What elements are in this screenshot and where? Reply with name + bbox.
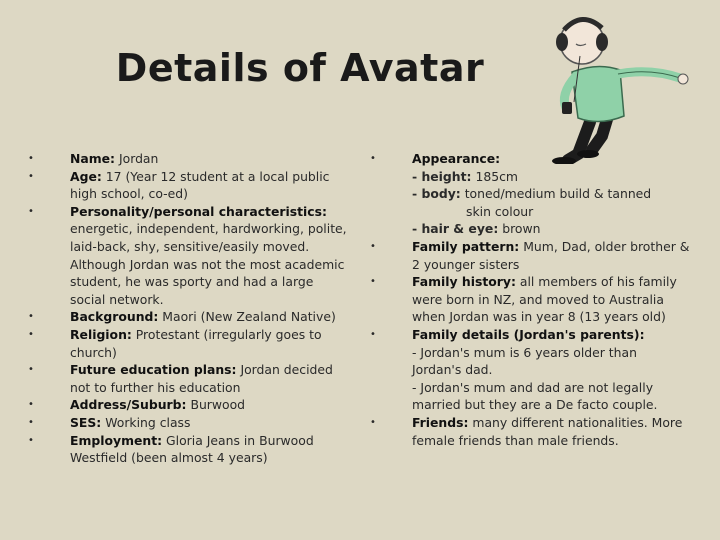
family-details-2: - Jordan's mum and dad are not legally married but they are a De facto couple. [412,379,658,413]
list-item-family-history: • Family history: all members of his family were born in NZ, and moved to Australia when Jordan was in year 8 (13 years old) [370,274,677,325]
list-item-ses: • SES: Working class [28,414,191,430]
appearance-body: - body: toned/medium build & tanned [412,186,652,202]
appearance-height: - height: 185cm [412,168,518,184]
list-item-employment: • Employment: Gloria Jeans in Burwood Westfield (been almost 4 years) [28,432,314,466]
right-column [370,150,690,449]
appearance-hair: - hair & eye: brown [412,221,541,237]
list-item-personality: • Personality/personal characteristics: energetic, independent, hardworking, polite, laid-back, shy, sensitive/easily moved. Although Jordan was not the most academic student, he was sporty and had a large social network. [28,203,347,307]
list-item-address: • Address/Suburb: Burwood [28,397,246,413]
list-item-friends: • Friends: many different nationalities. More female friends than male friends. [370,414,683,448]
list-item-name: • Name: Jordan [28,151,159,166]
page-title: Details of Avatar [115,46,485,90]
list-item-family-pattern: • Family pattern: Mum, Dad, older brother & 2 younger sisters [370,238,690,272]
list-item-background: • Background: Maori (New Zealand Native) [28,309,336,325]
avatar-illustration [520,4,690,164]
appearance-body-cont: skin colour [466,203,534,219]
list-item-family-details: • Family details (Jordan's parents): [370,326,645,342]
left-column [28,150,348,467]
list-item-age: • Age: 17 (Year 12 student at a local public high school, co-ed) [28,168,330,202]
list-item-education: • Future education plans: Jordan decided not to further his education [28,362,333,395]
list-item-religion: • Religion: Protestant (irregularly goes to church) [28,326,322,360]
list-item-appearance: • Appearance: [370,151,501,166]
family-details-1: - Jordan's mum is 6 years older than Jordan's dad. [412,344,637,378]
